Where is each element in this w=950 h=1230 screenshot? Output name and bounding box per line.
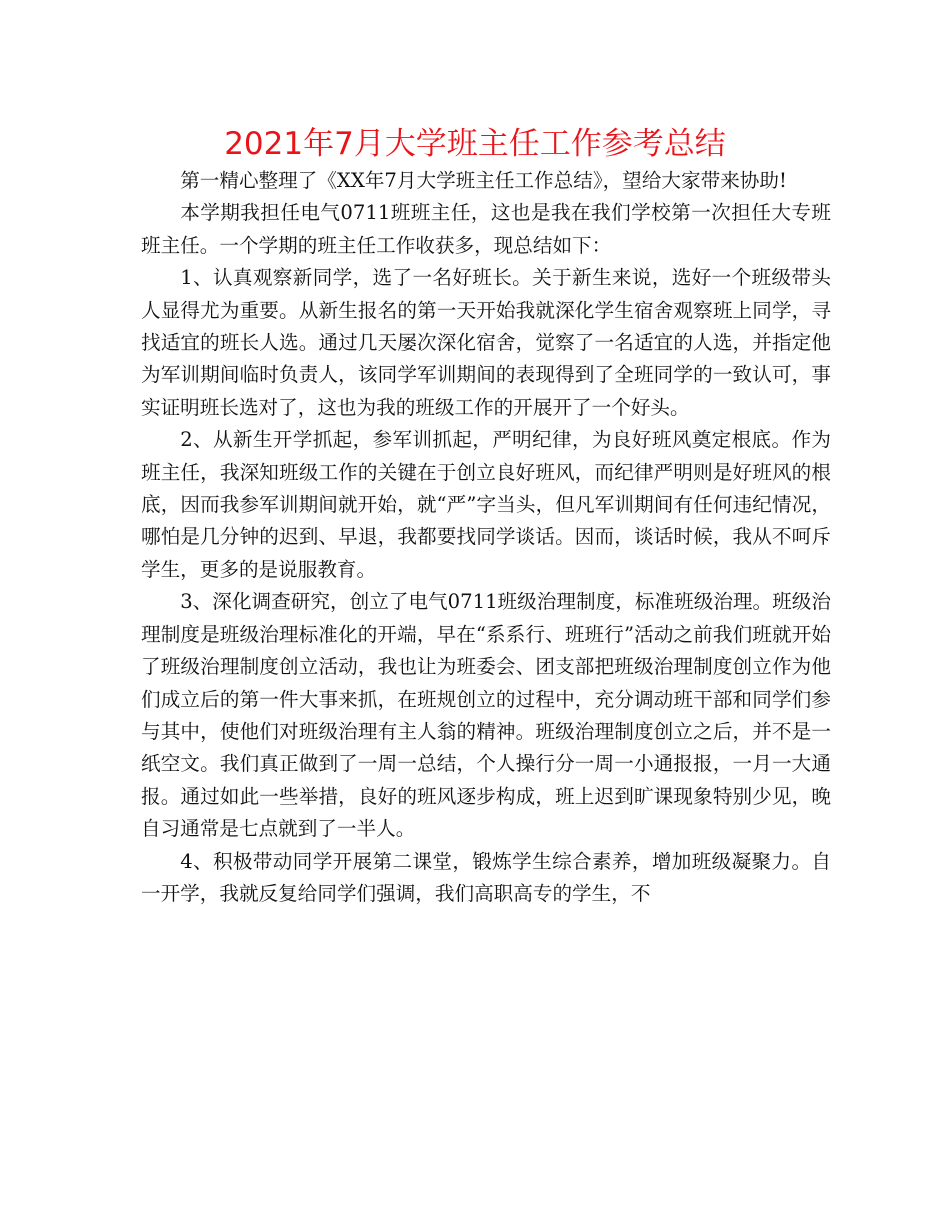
paragraph-intro: 第一精心整理了《XX年7月大学班主任工作总结》，望给大家带来协助! [180, 169, 787, 192]
paragraph-point-4: 4、积极带动同学开展第二课堂，锻炼学生综合素养，增加班级凝聚力。自一开学，我就反复给同学们强调，我们高职高专的学生，不 [141, 849, 831, 905]
document-body [141, 165, 831, 910]
paragraph-point-2: 2、从新生开学抓起，参军训抓起，严明纪律，为良好班风奠定根底。作为班主任，我深知班级工作的关键在于创立良好班风，而纪律严明则是好班风的根底，因而我参军训期间就开始，就“严”字当头，但凡军训期间有任何违纪情况，哪怕是几分钟的迟到、早退，我都要找同学谈话。因而，谈话时候，我从不呵斥学生，更多的是说服教育。 [141, 428, 831, 581]
paragraph-point-1: 1、认真观察新同学，选了一名好班长。关于新生来说，选好一个班级带头人显得尤为重要。从新生报名的第一天开始我就深化学生宿舍观察班上同学，寻找适宜的班长人选。通过几天屡次深化宿舍，觉察了一名适宜的人选，并指定他为军训期间临时负责人，该同学军训期间的表现得到了全班同学的一致认可，事实证明班长选对了，这也为我的班级工作的开展开了一个好头。 [141, 266, 831, 419]
paragraph-overview: 本学期我担任电气0711班班主任，这也是我在我们学校第一次担任大专班班主任。一个学期的班主任工作收获多，现总结如下： [141, 201, 831, 257]
paragraph-point-3: 3、深化调查研究，创立了电气0711班级治理制度，标准班级治理。班级治理制度是班级治理标准化的开端，早在“系系行、班班行”活动之前我们班就开始了班级治理制度创立活动，我也让为班委会、团支部把班级治理制度创立作为他们成立后的第一件大事来抓，在班规创立的过程中，充分调动班干部和同学们参与其中，使他们对班级治理有主人翁的精神。班级治理制度创立之后，并不是一纸空文。我们真正做到了一周一总结，个人操行分一周一小通报报，一月一大通报。通过如此一些举措，良好的班风逐步构成，班上迟到旷课现象特别少见，晚自习通常是七点就到了一半人。 [141, 590, 831, 841]
document-title: 2021年7月大学班主任工作参考总结 [224, 126, 726, 162]
